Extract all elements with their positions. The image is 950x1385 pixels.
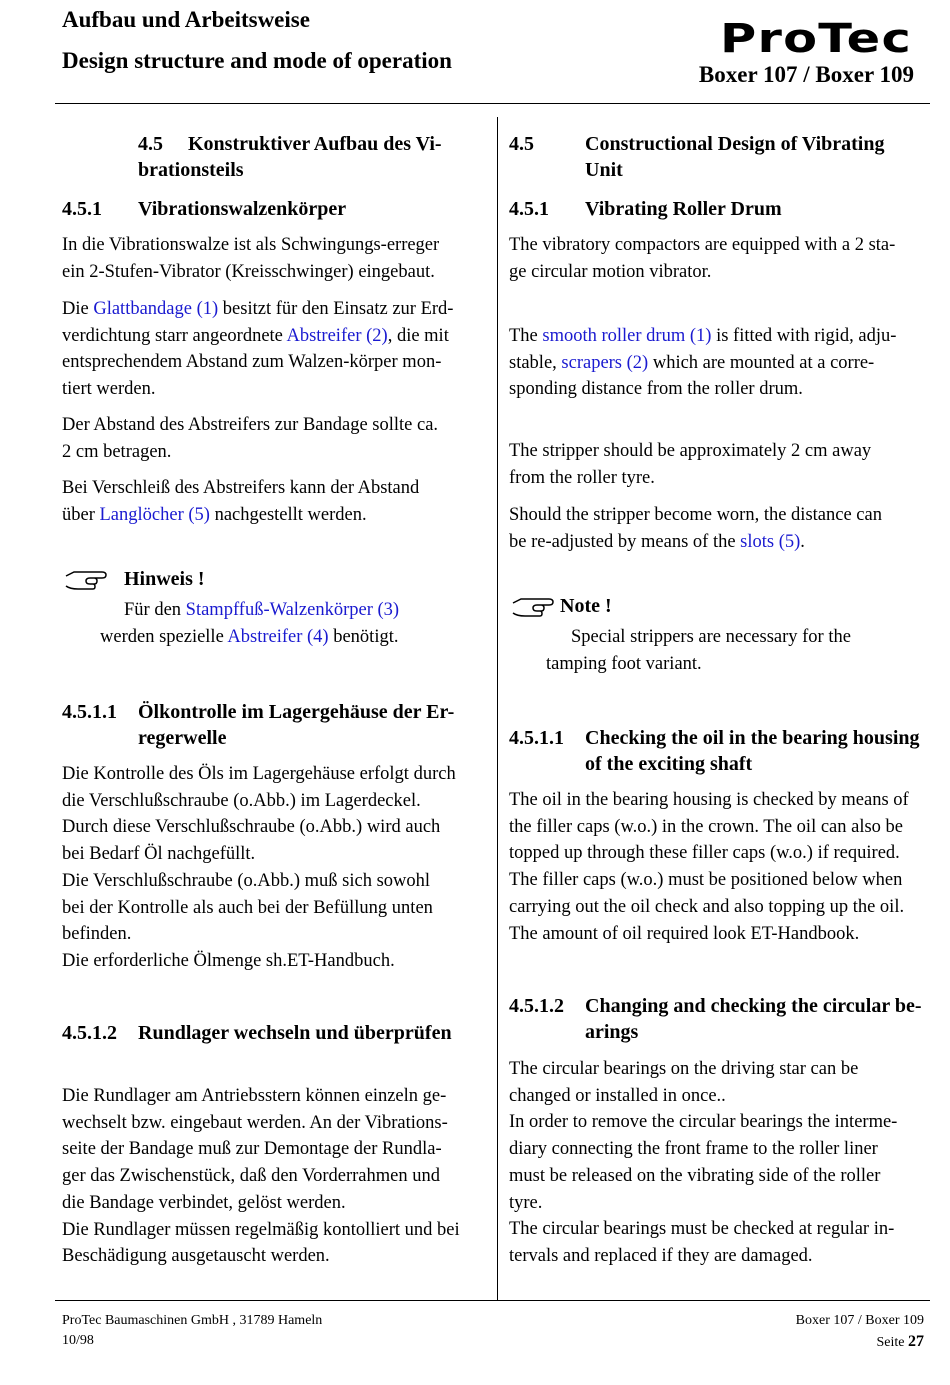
header-model: Boxer 107 / Boxer 109 — [698, 62, 914, 87]
note-title-en: Note ! — [560, 595, 612, 617]
section-heading-4-5-1-1-de: 4.5.1.1 Ölkontrolle im Lagergehäuse der Er- regerwelle — [62, 701, 455, 749]
section-heading-4-5-de: 4.5 Konstruktiver Aufbau des Vi- brationsteils — [138, 133, 442, 181]
note-body-en: Special strippers are necessary for the tamping foot variant. — [546, 627, 851, 674]
link-slots[interactable]: slots (5) — [740, 531, 801, 552]
link-abstreifer-4[interactable]: Abstreifer (4) — [227, 626, 329, 647]
paragraph-en-4: Should the stripper become worn, the distance can be re-adjusted by means of the slots (5). — [509, 505, 882, 552]
paragraph-de-4: Bei Verschleiß des Abstreifers kann der Abstand über Langlöcher (5) nachgestellt werden. — [62, 478, 420, 525]
note-title-de: Hinweis ! — [124, 568, 205, 590]
protec-logo — [718, 12, 914, 60]
paragraph-en-5: The oil in the bearing housing is checked by means of the filler caps (w.o.) in the crown. The oil can also be topped up through these filler caps (w.o.) if required. The filler caps (w.o.) must be positioned below when carrying out the oil check and also topping up the oil. The amount of oil required look ET-Handbook. — [509, 790, 909, 944]
footer-model: Boxer 107 / Boxer 109 — [795, 1313, 924, 1328]
header-divider — [55, 103, 930, 104]
header-title-de: Aufbau und Arbeitsweise — [62, 7, 310, 32]
paragraph-en-2: The smooth roller drum (1) is fitted with rigid, adju- stable, scrapers (2) which are mounted at a corre- sponding distance from the roller drum. — [509, 326, 897, 400]
link-stampffuss[interactable]: Stampffuß-Walzenkörper (3) — [185, 600, 400, 620]
paragraph-en-6: The circular bearings on the driving star can be changed or installed in once.. In order to remove the circular bearings the interme- diary connecting the front frame to the roller liner must be released on the vibrating side of the roller tyre. The circular bearings must be checked at regular in- tervals and replaced if they are damaged. — [509, 1059, 898, 1266]
note-body-de: Für den Stampffuß-Walzenkörper (3) werden spezielle Abstreifer (4) benötigt. — [100, 600, 400, 647]
footer-page: Seite 27 — [876, 1333, 924, 1350]
header-title-en: Design structure and mode of operation — [62, 48, 452, 73]
section-heading-4-5-1-2-en: 4.5.1.2 Changing and checking the circular be- arings — [509, 995, 922, 1043]
svg-text:ProTec: ProTec — [720, 16, 912, 60]
page-number: 27 — [908, 1333, 924, 1350]
column-divider — [497, 117, 498, 1300]
paragraph-de-3: Der Abstand des Abstreifers zur Bandage sollte ca. 2 cm betragen. — [62, 415, 439, 462]
paragraph-de-1: In die Vibrationswalze ist als Schwingungs-erreger ein 2-Stufen-Vibrator (Kreisschwinger) eingebaut. — [62, 235, 440, 282]
paragraph-en-3: The stripper should be approximately 2 cm away from the roller tyre. — [509, 441, 872, 488]
link-scrapers[interactable]: scrapers (2) — [561, 352, 649, 373]
link-abstreifer-2[interactable]: Abstreifer (2) — [286, 325, 388, 346]
paragraph-de-5: Die Kontrolle des Öls im Lagergehäuse erfolgt durch die Verschlußschraube (o.Abb.) im Lagerdeckel. Durch diese Verschlußschraube (o.Abb.) wird auch bei Bedarf Öl nachgefüllt. Die Verschlußschraube (o.Abb.) muß sich sowohl bei der Kontrolle als auch bei der Befüllung unten befinden. Die erforderliche Ölmenge sh.ET-Handbuch. — [62, 764, 456, 971]
footer-date: 10/98 — [62, 1333, 94, 1348]
pointing-hand-icon — [64, 568, 108, 592]
section-heading-4-5-en: 4.5 Constructional Design of Vibrating Unit — [509, 133, 885, 181]
pointing-hand-icon — [511, 595, 555, 619]
link-smooth-roller-drum[interactable]: smooth roller drum (1) — [542, 326, 712, 346]
link-langloecher[interactable]: Langlöcher (5) — [99, 504, 210, 525]
footer-company: ProTec Baumaschinen GmbH , 31789 Hameln — [62, 1313, 323, 1328]
paragraph-en-1: The vibratory compactors are equipped with a 2 sta- ge circular motion vibrator. — [509, 235, 896, 282]
footer-divider — [55, 1300, 930, 1301]
link-glattbandage[interactable]: Glattbandage (1) — [93, 299, 219, 319]
paragraph-de-2: Die Glattbandage (1) besitzt für den Einsatz zur Erd- verdichtung starr angeordnete Abstreifer (2), die mit entsprechendem Abstand zum Walzen-körper mon- tiert werden. — [62, 299, 454, 400]
paragraph-de-6: Die Rundlager am Antriebsstern können einzeln ge- wechselt bzw. eingebaut werden. An der Vibrations- seite der Bandage muß zur Demontage der Rundla- ger das Zwischenstück, daß den Vorderrahmen und die Bandage verbindet, gelöst werden. Die Rundlager müssen regelmäßig kontolliert und bei Beschädigung ausgetauscht werden. — [62, 1086, 460, 1267]
section-heading-4-5-1-1-en: 4.5.1.1 Checking the oil in the bearing housing of the exciting shaft — [509, 727, 920, 775]
